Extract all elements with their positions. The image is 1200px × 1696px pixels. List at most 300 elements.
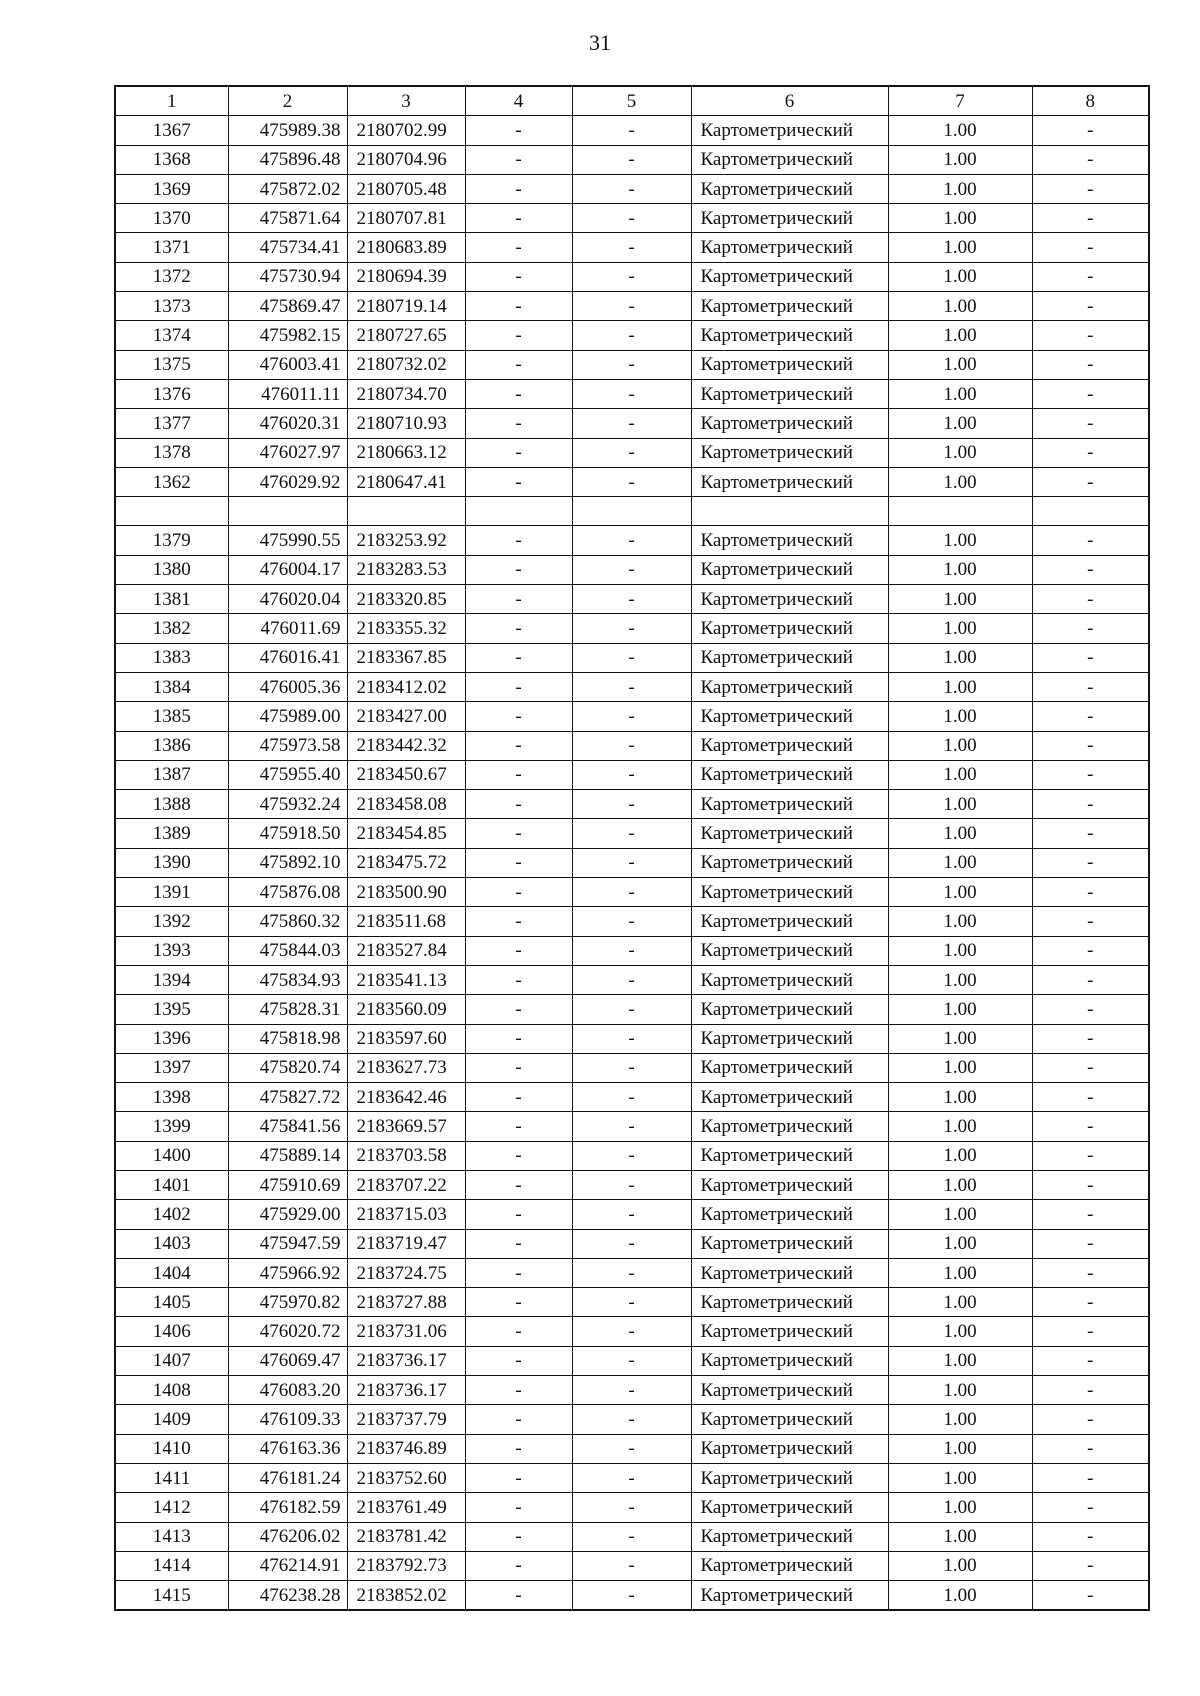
col4-cell: - [465,174,572,203]
col4-cell: - [465,1112,572,1141]
y-coordinate-cell: 2180719.14 [347,292,465,321]
col5-cell [572,497,691,526]
col5-cell: - [572,790,691,819]
point-number-cell: 1388 [115,790,228,819]
col8-cell: - [1032,1522,1149,1551]
col4-cell: - [465,702,572,731]
point-number-cell: 1382 [115,614,228,643]
col8-cell: - [1032,760,1149,789]
point-number-cell: 1385 [115,702,228,731]
table-row [115,1141,1149,1170]
x-coordinate-cell: 475970.82 [228,1288,347,1317]
accuracy-cell: 1.00 [888,878,1032,907]
col8-cell: - [1032,672,1149,701]
x-coordinate-cell: 475818.98 [228,1024,347,1053]
x-coordinate-cell: 475932.24 [228,790,347,819]
column-header: 3 [347,86,465,116]
table-row [115,1551,1149,1580]
method-cell: Картометрический [691,819,888,848]
col4-cell: - [465,1024,572,1053]
col5-cell: - [572,262,691,291]
method-cell: Картометрический [691,350,888,379]
col5-cell: - [572,1141,691,1170]
x-coordinate-cell: 475734.41 [228,233,347,262]
x-coordinate-cell: 475982.15 [228,321,347,350]
accuracy-cell: 1.00 [888,438,1032,467]
col4-cell: - [465,1551,572,1580]
col8-cell: - [1032,1258,1149,1287]
col5-cell: - [572,1376,691,1405]
col4-cell: - [465,790,572,819]
table-row [115,379,1149,408]
point-number-cell: 1410 [115,1434,228,1463]
col5-cell: - [572,1288,691,1317]
col4-cell: - [465,409,572,438]
method-cell: Картометрический [691,1463,888,1492]
table-row [115,1258,1149,1287]
x-coordinate-cell: 476003.41 [228,350,347,379]
method-cell [691,497,888,526]
col8-cell: - [1032,995,1149,1024]
x-coordinate-cell: 475896.48 [228,145,347,174]
table-row [115,1317,1149,1346]
accuracy-cell: 1.00 [888,1317,1032,1346]
col8-cell: - [1032,1141,1149,1170]
y-coordinate-cell: 2180702.99 [347,116,465,145]
col4-cell: - [465,1522,572,1551]
col5-cell: - [572,1024,691,1053]
col5-cell: - [572,1053,691,1082]
accuracy-cell: 1.00 [888,116,1032,145]
method-cell: Картометрический [691,585,888,614]
method-cell: Картометрический [691,438,888,467]
x-coordinate-cell: 475947.59 [228,1229,347,1258]
table-row [115,1053,1149,1082]
col8-cell: - [1032,467,1149,496]
col4-cell: - [465,1434,572,1463]
col4-cell: - [465,907,572,936]
y-coordinate-cell: 2183458.08 [347,790,465,819]
table-row [115,321,1149,350]
col4-cell: - [465,204,572,233]
y-coordinate-cell: 2183475.72 [347,848,465,877]
col4-cell: - [465,1317,572,1346]
table-row [115,233,1149,262]
col5-cell: - [572,1551,691,1580]
method-cell: Картометрический [691,1288,888,1317]
col8-cell: - [1032,233,1149,262]
col4-cell: - [465,731,572,760]
col4-cell: - [465,878,572,907]
col8-cell: - [1032,174,1149,203]
col4-cell: - [465,350,572,379]
y-coordinate-cell: 2183792.73 [347,1551,465,1580]
col5-cell: - [572,702,691,731]
point-number-cell: 1392 [115,907,228,936]
y-coordinate-cell: 2183642.46 [347,1083,465,1112]
table-row [115,145,1149,174]
col4-cell: - [465,1053,572,1082]
accuracy-cell: 1.00 [888,1551,1032,1580]
col4-cell: - [465,936,572,965]
point-number-cell: 1387 [115,760,228,789]
method-cell: Картометрический [691,1141,888,1170]
col4-cell: - [465,848,572,877]
col5-cell: - [572,204,691,233]
method-cell: Картометрический [691,1551,888,1580]
x-coordinate-cell: 476020.31 [228,409,347,438]
x-coordinate-cell: 476069.47 [228,1346,347,1375]
y-coordinate-cell: 2183442.32 [347,731,465,760]
x-coordinate-cell: 475989.38 [228,116,347,145]
col8-cell: - [1032,350,1149,379]
table-row [115,1493,1149,1522]
col5-cell: - [572,1493,691,1522]
y-coordinate-cell: 2183737.79 [347,1405,465,1434]
table-row [115,1229,1149,1258]
accuracy-cell: 1.00 [888,174,1032,203]
col8-cell: - [1032,848,1149,877]
column-header: 4 [465,86,572,116]
y-coordinate-cell: 2183511.68 [347,907,465,936]
y-coordinate-cell: 2183527.84 [347,936,465,965]
col4-cell: - [465,1141,572,1170]
method-cell: Картометрический [691,1317,888,1346]
x-coordinate-cell: 475918.50 [228,819,347,848]
x-coordinate-cell: 476029.92 [228,467,347,496]
col8-cell: - [1032,965,1149,994]
method-cell: Картометрический [691,936,888,965]
accuracy-cell: 1.00 [888,1053,1032,1082]
y-coordinate-cell: 2183761.49 [347,1493,465,1522]
col4-cell: - [465,1258,572,1287]
accuracy-cell: 1.00 [888,204,1032,233]
point-number-cell: 1372 [115,262,228,291]
x-coordinate-cell: 476182.59 [228,1493,347,1522]
point-number-cell: 1401 [115,1170,228,1199]
accuracy-cell: 1.00 [888,1434,1032,1463]
x-coordinate-cell: 475929.00 [228,1200,347,1229]
col8-cell: - [1032,379,1149,408]
point-number-cell: 1380 [115,555,228,584]
accuracy-cell: 1.00 [888,995,1032,1024]
method-cell: Картометрический [691,1053,888,1082]
col5-cell: - [572,1170,691,1199]
y-coordinate-cell: 2183719.47 [347,1229,465,1258]
point-number-cell [115,497,228,526]
x-coordinate-cell: 476181.24 [228,1463,347,1492]
x-coordinate-cell: 476163.36 [228,1434,347,1463]
method-cell: Картометрический [691,1434,888,1463]
y-coordinate-cell: 2183541.13 [347,965,465,994]
y-coordinate-cell: 2183731.06 [347,1317,465,1346]
y-coordinate-cell: 2180647.41 [347,467,465,496]
col5-cell: - [572,672,691,701]
y-coordinate-cell: 2180663.12 [347,438,465,467]
table-row [115,174,1149,203]
accuracy-cell: 1.00 [888,585,1032,614]
method-cell: Картометрический [691,643,888,672]
col8-cell: - [1032,1434,1149,1463]
point-number-cell: 1414 [115,1551,228,1580]
method-cell: Картометрический [691,321,888,350]
x-coordinate-cell: 475730.94 [228,262,347,291]
method-cell: Картометрический [691,1258,888,1287]
col8-cell [1032,497,1149,526]
table-row [115,790,1149,819]
col8-cell: - [1032,731,1149,760]
accuracy-cell: 1.00 [888,379,1032,408]
col4-cell: - [465,1463,572,1492]
col5-cell: - [572,1229,691,1258]
col4-cell: - [465,526,572,555]
x-coordinate-cell: 476011.11 [228,379,347,408]
col8-cell: - [1032,585,1149,614]
point-number-cell: 1396 [115,1024,228,1053]
column-header: 2 [228,86,347,116]
accuracy-cell: 1.00 [888,643,1032,672]
column-header: 6 [691,86,888,116]
table-row [115,1463,1149,1492]
method-cell: Картометрический [691,233,888,262]
point-number-cell: 1413 [115,1522,228,1551]
col5-cell: - [572,438,691,467]
point-number-cell: 1404 [115,1258,228,1287]
col5-cell: - [572,1258,691,1287]
col8-cell: - [1032,907,1149,936]
accuracy-cell: 1.00 [888,409,1032,438]
table-row [115,878,1149,907]
method-cell: Картометрический [691,1200,888,1229]
point-number-cell: 1378 [115,438,228,467]
col8-cell: - [1032,702,1149,731]
table-row [115,614,1149,643]
method-cell: Картометрический [691,614,888,643]
table-row [115,555,1149,584]
point-number-cell: 1376 [115,379,228,408]
y-coordinate-cell: 2183427.00 [347,702,465,731]
accuracy-cell: 1.00 [888,262,1032,291]
point-number-cell: 1390 [115,848,228,877]
col8-cell: - [1032,1170,1149,1199]
method-cell: Картометрический [691,174,888,203]
col5-cell: - [572,995,691,1024]
table-row [115,467,1149,496]
point-number-cell: 1368 [115,145,228,174]
col4-cell: - [465,379,572,408]
col5-cell: - [572,760,691,789]
col5-cell: - [572,409,691,438]
col5-cell: - [572,643,691,672]
x-coordinate-cell: 476206.02 [228,1522,347,1551]
col8-cell: - [1032,1083,1149,1112]
y-coordinate-cell: 2180707.81 [347,204,465,233]
y-coordinate-cell: 2180705.48 [347,174,465,203]
col8-cell: - [1032,1112,1149,1141]
col5-cell: - [572,1405,691,1434]
accuracy-cell: 1.00 [888,819,1032,848]
col4-cell: - [465,614,572,643]
accuracy-cell [888,497,1032,526]
point-number-cell: 1375 [115,350,228,379]
method-cell: Картометрический [691,1083,888,1112]
point-number-cell: 1400 [115,1141,228,1170]
y-coordinate-cell: 2180683.89 [347,233,465,262]
table-row [115,526,1149,555]
y-coordinate-cell: 2180694.39 [347,262,465,291]
accuracy-cell: 1.00 [888,672,1032,701]
accuracy-cell: 1.00 [888,907,1032,936]
accuracy-cell: 1.00 [888,1463,1032,1492]
point-number-cell: 1377 [115,409,228,438]
method-cell: Картометрический [691,526,888,555]
accuracy-cell: 1.00 [888,790,1032,819]
y-coordinate-cell: 2183727.88 [347,1288,465,1317]
table-row [115,819,1149,848]
col8-cell: - [1032,1053,1149,1082]
point-number-cell: 1403 [115,1229,228,1258]
col4-cell: - [465,643,572,672]
table-row [115,1522,1149,1551]
col5-cell: - [572,526,691,555]
y-coordinate-cell: 2183703.58 [347,1141,465,1170]
col4-cell: - [465,1493,572,1522]
table-row [115,1083,1149,1112]
col5-cell: - [572,1112,691,1141]
y-coordinate-cell: 2183736.17 [347,1376,465,1405]
x-coordinate-cell: 475860.32 [228,907,347,936]
col4-cell: - [465,116,572,145]
column-header: 8 [1032,86,1149,116]
col5-cell: - [572,321,691,350]
col5-cell: - [572,965,691,994]
point-number-cell: 1389 [115,819,228,848]
table-row [115,848,1149,877]
col4-cell: - [465,233,572,262]
col4-cell: - [465,1346,572,1375]
col5-cell: - [572,292,691,321]
accuracy-cell: 1.00 [888,1112,1032,1141]
accuracy-cell: 1.00 [888,1376,1032,1405]
accuracy-cell: 1.00 [888,936,1032,965]
y-coordinate-cell [347,497,465,526]
x-coordinate-cell [228,497,347,526]
col8-cell: - [1032,292,1149,321]
col5-cell: - [572,614,691,643]
point-number-cell: 1397 [115,1053,228,1082]
col5-cell: - [572,174,691,203]
col5-cell: - [572,936,691,965]
col4-cell: - [465,672,572,701]
method-cell: Картометрический [691,262,888,291]
y-coordinate-cell: 2183500.90 [347,878,465,907]
method-cell: Картометрический [691,1405,888,1434]
point-number-cell: 1383 [115,643,228,672]
accuracy-cell: 1.00 [888,467,1032,496]
accuracy-cell: 1.00 [888,321,1032,350]
col5-cell: - [572,379,691,408]
method-cell: Картометрический [691,672,888,701]
accuracy-cell: 1.00 [888,1229,1032,1258]
y-coordinate-cell: 2183597.60 [347,1024,465,1053]
table-header-row [115,86,1149,116]
x-coordinate-cell: 475889.14 [228,1141,347,1170]
col4-cell: - [465,819,572,848]
accuracy-cell: 1.00 [888,1258,1032,1287]
point-number-cell: 1373 [115,292,228,321]
method-cell: Картометрический [691,1581,888,1611]
x-coordinate-cell: 476004.17 [228,555,347,584]
method-cell: Картометрический [691,878,888,907]
col8-cell: - [1032,1317,1149,1346]
table-row [115,672,1149,701]
method-cell: Картометрический [691,848,888,877]
col4-cell: - [465,1229,572,1258]
method-cell: Картометрический [691,379,888,408]
accuracy-cell: 1.00 [888,965,1032,994]
accuracy-cell: 1.00 [888,1346,1032,1375]
x-coordinate-cell: 475876.08 [228,878,347,907]
point-number-cell: 1407 [115,1346,228,1375]
y-coordinate-cell: 2183669.57 [347,1112,465,1141]
point-number-cell: 1367 [115,116,228,145]
col4-cell: - [465,585,572,614]
coordinates-table [114,85,1150,1611]
col5-cell: - [572,467,691,496]
table-row [115,1288,1149,1317]
table-row [115,643,1149,672]
table-row [115,292,1149,321]
y-coordinate-cell: 2183746.89 [347,1434,465,1463]
point-number-cell: 1402 [115,1200,228,1229]
x-coordinate-cell: 476214.91 [228,1551,347,1580]
table-row [115,262,1149,291]
column-header: 7 [888,86,1032,116]
col8-cell: - [1032,321,1149,350]
col8-cell: - [1032,936,1149,965]
method-cell: Картометрический [691,292,888,321]
y-coordinate-cell: 2180704.96 [347,145,465,174]
table-row [115,760,1149,789]
x-coordinate-cell: 476020.04 [228,585,347,614]
col8-cell: - [1032,878,1149,907]
table-row [115,1405,1149,1434]
method-cell: Картометрический [691,760,888,789]
method-cell: Картометрический [691,1170,888,1199]
point-number-cell: 1395 [115,995,228,1024]
accuracy-cell: 1.00 [888,526,1032,555]
col8-cell: - [1032,526,1149,555]
col5-cell: - [572,731,691,760]
x-coordinate-cell: 475841.56 [228,1112,347,1141]
page-number: 31 [589,30,611,55]
table-row [115,1200,1149,1229]
x-coordinate-cell: 476005.36 [228,672,347,701]
x-coordinate-cell: 475828.31 [228,995,347,1024]
accuracy-cell: 1.00 [888,1581,1032,1611]
col8-cell: - [1032,1551,1149,1580]
point-number-cell: 1391 [115,878,228,907]
col8-cell: - [1032,1024,1149,1053]
y-coordinate-cell: 2183367.85 [347,643,465,672]
col4-cell: - [465,1581,572,1611]
accuracy-cell: 1.00 [888,555,1032,584]
table-row [115,995,1149,1024]
accuracy-cell: 1.00 [888,1024,1032,1053]
col4-cell: - [465,467,572,496]
col4-cell [465,497,572,526]
accuracy-cell: 1.00 [888,1200,1032,1229]
